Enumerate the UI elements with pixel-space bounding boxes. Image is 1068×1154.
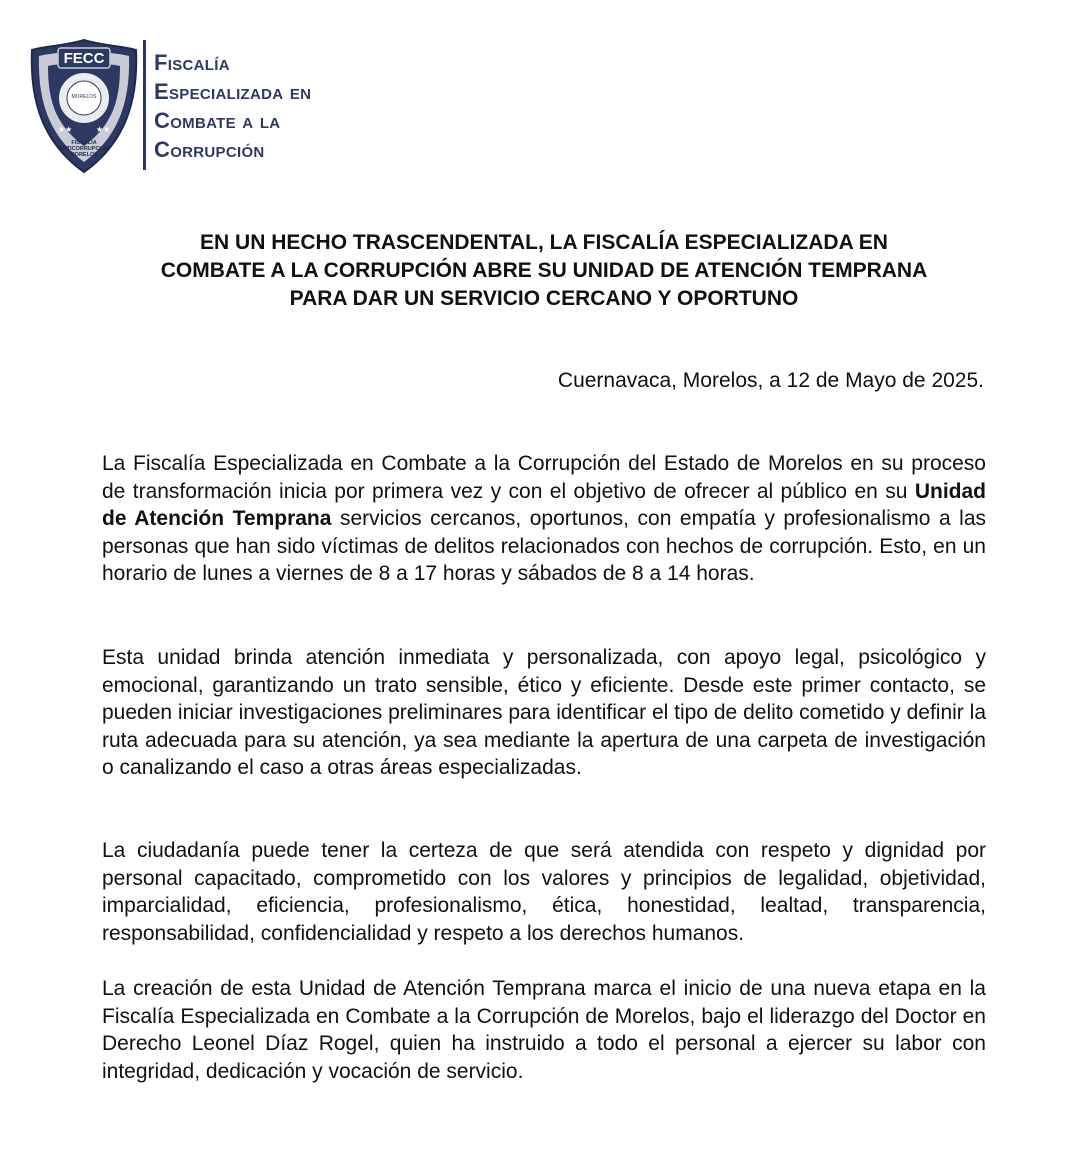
badge-bottom-text [54,140,114,158]
header-divider [143,40,146,170]
dateline: Cuernavaca, Morelos, a 12 de Mayo de 2025. [557,369,984,392]
headline-line3: PARA DAR UN SERVICIO CERCANO Y OPORTUNO [289,287,799,310]
paragraph-4: La creación de esta Unidad de Atención Temprana marca el inicio de una nueva etapa en la Fiscalía Especializada en Combate a la Corrupción de Morelos, bajo el liderazgo del Doctor en Derecho Leonel Díaz Rogel, quien ha instruido a todo el personal a ejercer su labor con integridad, dedicación y vocación de servicio. [102,977,986,1083]
svg-text:★★: ★★ [58,125,73,134]
badge-bottom-line1: FISCALÍA [71,140,97,146]
badge-bottom-line3: MORELOS [70,152,98,158]
badge-center-text: MORELOS [71,94,97,100]
paragraph-1-bold-unit-name: Unidad de Atención Temprana [102,479,986,530]
paragraph-3: La ciudadanía puede tener la certeza de que será atendida con respeto y dignidad por personal capacitado, comprometido con los valores y principios de legalidad, objetividad, imparcialidad, eficiencia, profesionalismo, ética, honestidad, lealtad, transparencia, responsabilidad, confidencialidad y respeto a los derechos humanos. [102,839,986,945]
letterhead [28,36,311,176]
paragraph-1 [102,450,986,588]
svg-text:★★: ★★ [96,125,111,134]
paragraph-2: Esta unidad brinda atención inmediata y personalizada, con apoyo legal, psicológico y emocional, garantizando un trato sensible, ético y eficiente. Desde este primer contacto, se pueden iniciar investigaciones preliminares para identificar el tipo de delito cometido y definir la ruta adecuada para su atención, ya sea mediante la apertura de una carpeta de investigación o canalizando el caso a otras áreas especializadas. [102,646,986,779]
badge-bottom-line2: ANTICORRUPCIÓN [58,146,110,152]
org-name-line2: Especializada en [154,79,312,104]
paragraph-1-text-b: servicios cercanos, oportunos, con empatía y profesionalismo a las personas que han sido víctimas de delitos relacionados con hechos de corrupción. Esto, en un horario de lunes a viernes de 8 a 17 horas y sábados de 8 a 14 horas. [102,507,986,585]
org-name-line4: Corrupción [154,137,265,162]
press-release-headline [90,229,998,313]
org-name-line1: Fiscalía [154,50,230,75]
headline-line1: EN UN HECHO TRASCENDENTAL, LA FISCALÍA ESPECIALIZADA EN [200,231,888,254]
paragraph-1-text-a: La Fiscalía Especializada en Combate a la Corrupción del Estado de Morelos en su proceso de transformación inicia por primera vez y con el objetivo de ofrecer al público en su [102,452,986,503]
org-name-line3: Combate a la [154,108,281,133]
fecc-badge-logo [28,36,140,176]
headline-line2: COMBATE A LA CORRUPCIÓN ABRE SU UNIDAD DE ATENCIÓN TEMPRANA [160,259,928,282]
organization-name [154,48,311,164]
badge-abbreviation: FECC [63,50,105,67]
